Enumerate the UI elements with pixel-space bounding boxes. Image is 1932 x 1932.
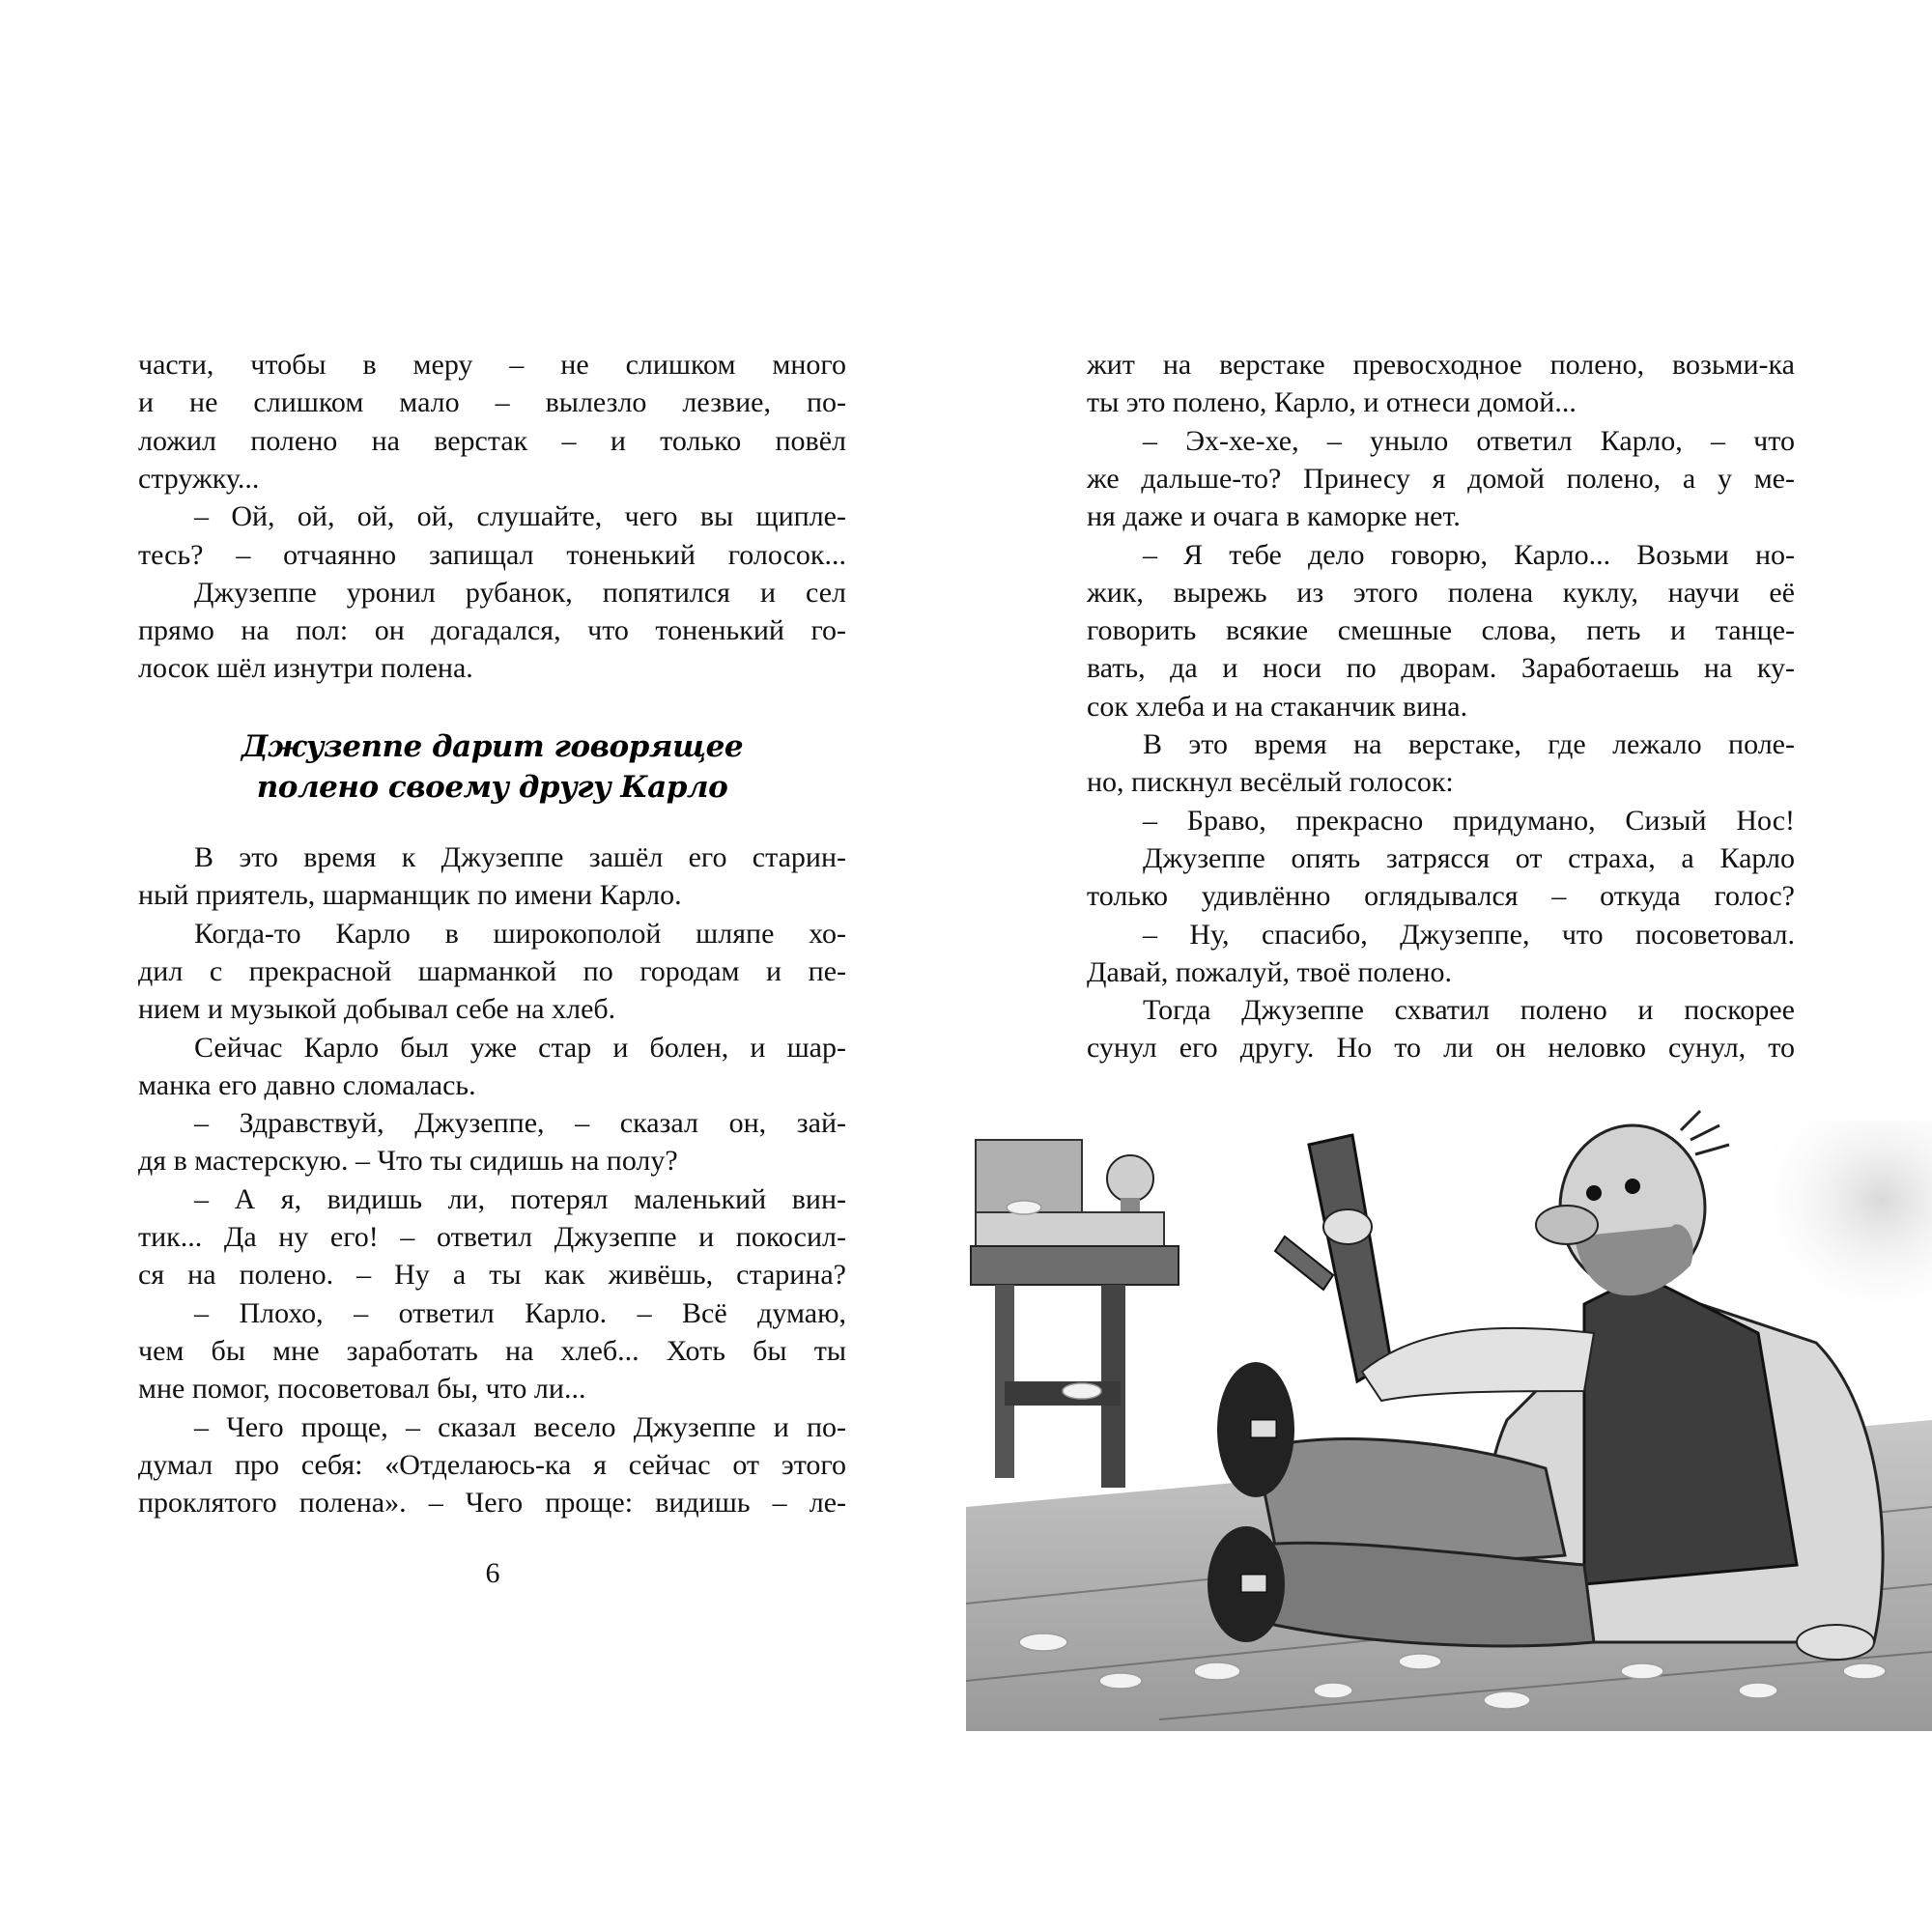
text-line: жик, вырежь из этого полена куклу, научи её xyxy=(1087,576,1795,609)
text-line: ся на полено. – Ну а ты как живёшь, старина? xyxy=(138,1259,846,1292)
text-line: нием и музыкой добывал себе на хлеб. xyxy=(138,993,616,1026)
text-line: Джузеппе опять затрясся от страха, а Карло xyxy=(1143,841,1795,874)
chapter-heading-line-2: полено своему другу Карло xyxy=(256,770,728,805)
chapter-heading-line-1: Джузеппе дарит говорящее xyxy=(241,729,744,764)
text-line: части, чтобы в меру – не слишком много xyxy=(138,349,846,381)
page-number: 6 xyxy=(485,1557,500,1589)
text-line: тик... Да ну его! – ответил Джузеппе и покосил- xyxy=(138,1221,846,1253)
text-line: стружку... xyxy=(138,462,260,495)
text-line: дил с прекрасной шарманкой по городам и пе- xyxy=(138,954,846,987)
text-line: – Чего проще, – сказал весело Джузеппе и по- xyxy=(194,1410,846,1443)
text-line: ты это полено, Карло, и отнеси домой... xyxy=(1087,386,1577,419)
text-line: вать, да и носи по дворам. Заработаешь на ку- xyxy=(1087,652,1795,685)
text-line: мне помог, посоветовал бы, что ли... xyxy=(138,1373,586,1406)
text-line: – А я, видишь ли, потерял маленький вин- xyxy=(194,1182,846,1215)
text-line: но, пискнул весёлый голосок: xyxy=(1087,766,1454,799)
text-line: Джузеппе уронил рубанок, попятился и сел xyxy=(194,576,846,609)
text-line: – Эх-хе-хе, – уныло ответил Карло, – что xyxy=(1143,424,1795,457)
text-line: ня даже и очага в каморке нет. xyxy=(1087,500,1461,533)
text-line: – Я тебе дело говорю, Карло... Возьми но- xyxy=(1143,538,1795,571)
text-line: проклятого полена». – Чего проще: видишь – ле- xyxy=(138,1487,846,1520)
text-line: и не слишком мало – вылезло лезвие, по- xyxy=(138,386,846,419)
text-line: – Браво, прекрасно придумано, Сизый Нос! xyxy=(1143,804,1795,837)
text-line: думал про себя: «Отделаюсь-ка я сейчас от этого xyxy=(138,1448,846,1481)
text-line: В это время на верстаке, где лежало поле- xyxy=(1143,728,1795,760)
text-line: В это время к Джузеппе зашёл его старин- xyxy=(194,841,846,873)
text-line: сок хлеба и на стаканчик вина. xyxy=(1087,690,1468,723)
text-line: – Плохо, – ответил Карло. – Всё думаю, xyxy=(194,1296,846,1329)
text-line: жит на верстаке превосходное полено, возьми-ка xyxy=(1087,349,1795,381)
text-line: – Ну, спасибо, Джузеппе, что посоветовал. xyxy=(1143,918,1795,951)
text-line: только удивлённо оглядывался – откуда голос? xyxy=(1087,880,1795,913)
text-line: прямо на пол: он догадался, что тоненький го- xyxy=(138,614,846,647)
text-line: лосок шёл изнутри полена. xyxy=(138,652,473,685)
text-line: манка его давно сломалась. xyxy=(138,1068,476,1101)
text-line: чем бы мне заработать на хлеб... Хоть бы ты xyxy=(138,1334,846,1367)
text-line: Когда-то Карло в широкополой шляпе хо- xyxy=(194,917,846,950)
text-line: ный приятель, шарманщик по имени Карло. xyxy=(138,879,682,912)
text-line: дя в мастерскую. – Что ты сидишь на полу? xyxy=(138,1145,678,1178)
text-line: – Здравствуй, Джузеппе, – сказал он, зай- xyxy=(194,1107,846,1140)
chapter-heading xyxy=(138,726,846,808)
text-line: ложил полено на верстак – и только повёл xyxy=(138,424,846,457)
illustration-carlo-with-log xyxy=(966,1101,1932,1731)
text-line: Давай, пожалуй, твоё полено. xyxy=(1087,955,1452,988)
text-line: говорить всякие смешные слова, петь и танце- xyxy=(1087,614,1795,647)
text-line: – Ой, ой, ой, ой, слушайте, чего вы щипле- xyxy=(194,500,846,533)
text-line: же дальше-то? Принесу я домой полено, а у ме- xyxy=(1087,462,1795,495)
text-line: Сейчас Карло был уже стар и болен, и шар- xyxy=(194,1031,846,1064)
text-line: сунул его другу. Но то ли он неловко сунул, то xyxy=(1087,1032,1795,1065)
text-line: Тогда Джузеппе схватил полено и поскорее xyxy=(1143,994,1795,1027)
text-line: тесь? – отчаянно запищал тоненький голосок... xyxy=(138,538,846,571)
